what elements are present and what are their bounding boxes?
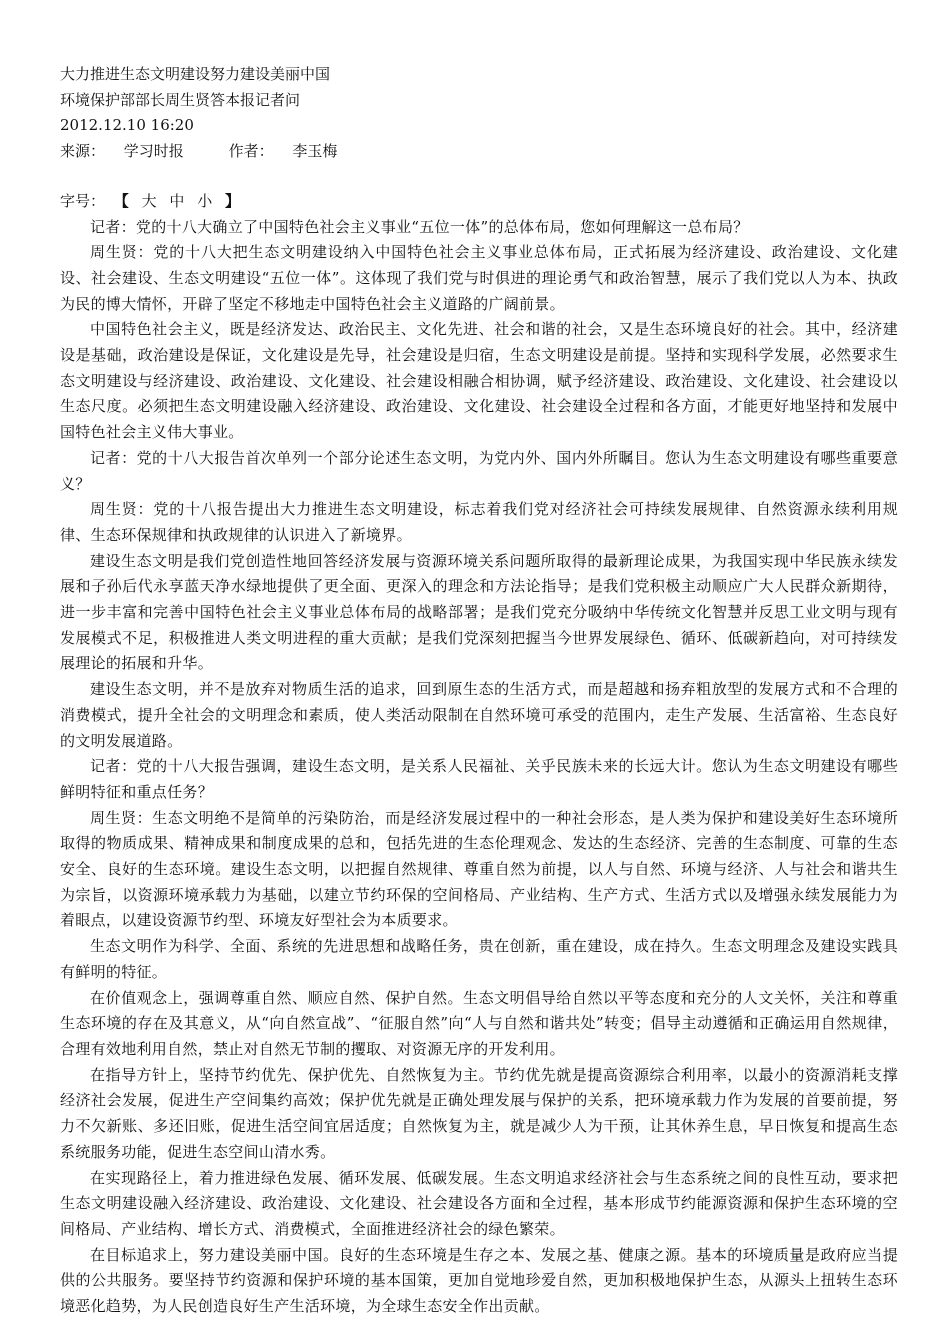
author-label: 作者： xyxy=(228,141,274,160)
source-value: 学习时报 xyxy=(123,141,184,160)
article-subtitle: 环境保护部部长周生贤答本报记者问 xyxy=(60,90,301,109)
paragraph: 周生贤：党的十八报告提出大力推进生态文明建设，标志着我们党对经济社会可持续发展规律、自然资源永续利用规律、生态环保规律和执政规律的认识进入了新境界。 xyxy=(60,500,898,544)
article xyxy=(60,62,898,1320)
close-bracket: 】 xyxy=(224,192,240,210)
paragraph: 记者：党的十八大报告首次单列一个部分论述生态文明，为党内外、国内外所瞩目。您认为生态文明建设有哪些重要意义？ xyxy=(60,448,898,493)
font-size-large-button[interactable]: 大 xyxy=(141,192,157,210)
font-size-control xyxy=(60,189,898,215)
paragraph: 建设生态文明，并不是放弃对物质生活的追求，回到原生态的生活方式，而是超越和扬弃粗放型的发展方式和不合理的消费模式，提升全社会的文明理念和素质，使人类活动限制在自然环境可承受的范围内，走生产发展、生活富裕、生态良好的文明发展道路。 xyxy=(60,680,898,750)
paragraph: 在价值观念上，强调尊重自然、顺应自然、保护自然。生态文明倡导给自然以平等态度和充分的人文关怀，关注和尊重生态环境的存在及其意义，从“向自然宣战”、“征服自然”向“人与自然和谐共处”转变；倡导主动遵循和正确运用自然规律，合理有效地利用自然，禁止对自然无节制的攫取、对资源无序的开发利用。 xyxy=(60,988,898,1058)
font-size-small-button[interactable]: 小 xyxy=(197,192,213,210)
paragraph: 周生贤：党的十八大把生态文明建设纳入中国特色社会主义事业总体布局，正式拓展为经济建设、政治建设、文化建设、社会建设、生态文明建设“五位一体”。这体现了我们党与时俱进的理论勇气和政治智慧，展示了我们党以人为本、执政为民的博大情怀，开辟了坚定不移地走中国特色社会主义道路的广阔前景。 xyxy=(60,243,898,313)
source-label: 来源： xyxy=(60,141,106,160)
article-title: 大力推进生态文明建设努力建设美丽中国 xyxy=(60,65,331,83)
paragraph: 在实现路径上，着力推进绿色发展、循环发展、低碳发展。生态文明追求经济社会与生态系统之间的良性互动，要求把生态文明建设融入经济建设、政治建设、文化建设、社会建设各方面和全过程，基本形成节约能源资源和保护生态环境的空间格局、产业结构、增长方式、消费模式，全面推进经济社会的绿色繁荣。 xyxy=(60,1168,898,1238)
paragraph: 建设生态文明是我们党创造性地回答经济发展与资源环境关系问题所取得的最新理论成果，为我国实现中华民族永续发展和子孙后代永享蓝天净水绿地提供了更全面、更深入的理念和方法论指导；是我们党积极主动顺应广大人民群众新期待，进一步丰富和完善中国特色社会主义事业总体布局的战略部署；是我们党充分吸纳中华传统文化智慧并反思工业文明与现有发展模式不足，积极推进人类文明进程的重大贡献；是我们党深刻把握当今世界发展绿色、循环、低碳新趋向，对可持续发展理论的拓展和升华。 xyxy=(60,551,898,673)
paragraph: 记者：党的十八大报告强调，建设生态文明，是关系人民福祉、关乎民族未来的长远大计。您认为生态文明建设有哪些鲜明特征和重点任务？ xyxy=(60,757,898,801)
spacer xyxy=(60,164,898,189)
paragraph: 记者：党的十八大确立了中国特色社会主义事业“五位一体”的总体布局，您如何理解这一总布局？ xyxy=(90,217,749,236)
paragraph: 周生贤：生态文明绝不是简单的污染防治，而是经济发展过程中的一种社会形态，是人类为保护和建设美好生态环境所取得的物质成果、精神成果和制度成果的总和，包括先进的生态伦理观念、发达的生态经济、完善的生态制度、可靠的生态安全、良好的生态环境。建设生态文明，以把握自然规律、尊重自然为前提，以人与自然、环境与经济、人与社会和谐共生为宗旨，以资源环境承载力为基础，以建立节约环保的空间格局、产业结构、生产方式、生活方式以及增强永续发展能力为着眼点，以建设资源节约型、环境友好型社会为本质要求。 xyxy=(60,808,898,930)
source-author-line xyxy=(60,139,898,165)
article-body xyxy=(60,215,898,1320)
author-value: 李玉梅 xyxy=(292,141,338,160)
publish-datetime: 2012.12.10 16:20 xyxy=(60,116,194,134)
font-size-label: 字号： xyxy=(60,192,106,210)
paragraph: 在目标追求上，努力建设美丽中国。良好的生态环境是生存之本、发展之基、健康之源。基本的环境质量是政府应当提供的公共服务。要坚持节约资源和保护环境的基本国策，更加自觉地珍爱自然，更加积极地保护生态，从源头上扭转生态环境恶化趋势，为人民创造良好生产生活环境，为全球生态安全作出贡献。 xyxy=(60,1245,898,1316)
paragraph: 中国特色社会主义，既是经济发达、政治民主、文化先进、社会和谐的社会，又是生态环境良好的社会。其中，经济建设是基础，政治建设是保证，文化建设是先导，社会建设是归宿，生态文明建设是前提。坚持和实现科学发展，必然要求生态文明建设与经济建设、政治建设、文化建设、社会建设相融合相协调，赋予经济建设、政治建设、文化建设、社会建设以生态尺度。必须把生态文明建设融入经济建设、政治建设、文化建设、社会建设全过程和各方面，才能更好地坚持和发展中国特色社会主义伟大事业。 xyxy=(60,320,898,442)
paragraph: 在指导方针上，坚持节约优先、保护优先、自然恢复为主。节约优先就是提高资源综合利用率，以最小的资源消耗支撑经济社会发展，促进生产空间集约高效；保护优先就是正确处理发展与保护的关系，把环境承载力作为发展的首要前提，努力不欠新账、多还旧账，促进生活空间宜居适度；自然恢复为主，就是减少人为干预，让其休养生息，早日恢复和提高生态系统服务功能，促进生态空间山清水秀。 xyxy=(60,1065,898,1161)
open-bracket: 【 xyxy=(113,192,129,210)
paragraph: 生态文明作为科学、全面、系统的先进思想和战略任务，贵在创新，重在建设，成在持久。生态文明理念及建设实践具有鲜明的特征。 xyxy=(60,937,898,981)
font-size-medium-button[interactable]: 中 xyxy=(169,192,185,210)
